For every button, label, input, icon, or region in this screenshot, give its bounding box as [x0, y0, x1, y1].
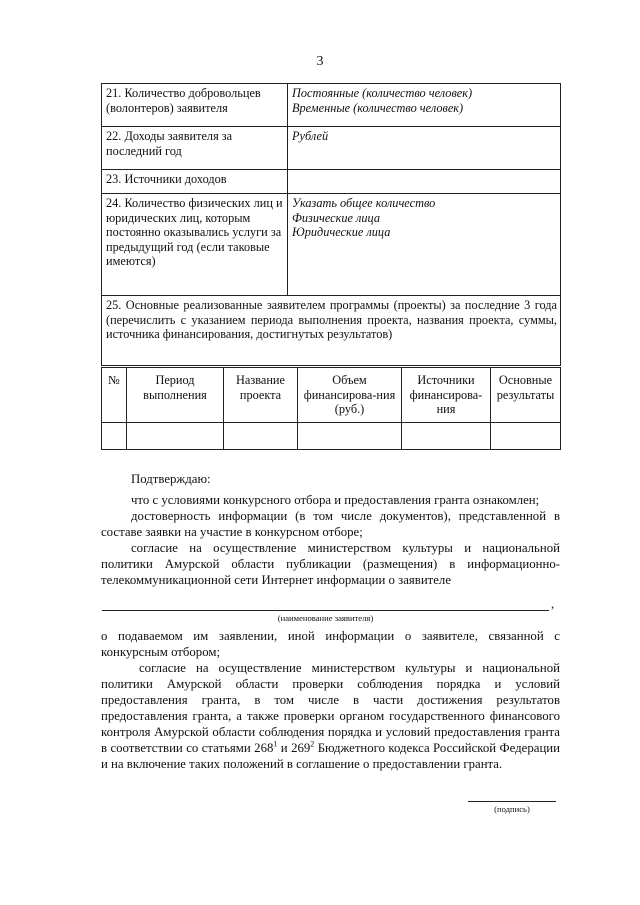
table-header-row [102, 368, 561, 423]
applicant-name-line[interactable] [102, 610, 549, 611]
table-row [102, 127, 561, 170]
confirmation-text: Бюджетного кодекса Российской Федерации и на включение таких положений в соглашение о предоставлении гранта. [101, 741, 560, 771]
row-25-text: 25. Основные реализованные заявителем программы (проекты) за последние 3 года (перечислить с указанием периода выполнения проекта, названия проекта, суммы, источника финансирования, достигнутых результатов) [102, 296, 561, 366]
table-cell[interactable] [491, 423, 561, 450]
superscript: 1 [273, 739, 278, 749]
table-cell[interactable] [402, 423, 491, 450]
header-project-name: Название проекта [224, 368, 298, 423]
value-line: Постоянные (количество человек) [292, 86, 473, 100]
value-line: Указать общее количество [292, 196, 436, 210]
row-24-value [288, 194, 561, 296]
value-line: Физические лица [292, 210, 380, 225]
row-21-label: 21. Количество добровольцев (волонтеров) заявителя [102, 84, 288, 127]
row-22-label: 22. Доходы заявителя за последний год [102, 127, 288, 170]
header-results: Основные результаты [491, 368, 561, 423]
confirmation-section [101, 471, 560, 588]
superscript: 2 [310, 739, 315, 749]
row-24-label: 24. Количество физических лиц и юридических лиц, которым постоянно оказывались услуги за предыдущий год (если таковые имеются) [102, 194, 288, 296]
table-cell[interactable] [127, 423, 224, 450]
confirmation-section-continued [101, 628, 560, 772]
punctuation-comma: , [551, 596, 555, 611]
value-line: Юридические лица [292, 225, 391, 240]
table-row [102, 84, 561, 127]
confirmation-item: согласие на осуществление министерством культуры и национальной политики Амурской области публикации (размещения) в информационно-телекоммуникационной сети Интернет информации о заявителе [101, 541, 560, 587]
value-line: Временные (количество человек) [292, 100, 464, 115]
signature-line[interactable] [468, 801, 556, 802]
row-23-label: 23. Источники доходов [102, 170, 288, 194]
signature-caption: (подпись) [494, 804, 530, 814]
header-funding-amount: Объем финансирова-ния (руб.) [298, 368, 402, 423]
table-cell[interactable] [298, 423, 402, 450]
page-number: 3 [316, 54, 324, 69]
table-row [102, 194, 561, 296]
table-row [102, 423, 561, 450]
header-period: Период выполнения [127, 368, 224, 423]
applicant-name-caption: (наименование заявителя) [277, 613, 374, 623]
confirmation-text: согласие на осуществление министерством культуры и национальной политики Амурской области проверки соблюдения порядка и условий предоставления гранта, в том числе в части достижения результатов предоставления гранта, а также проверки органом государственного финансового контроля Амурской области соблюдения порядка и условий предоставления гранта в соответствии со статьями 268 [101, 661, 560, 755]
row-21-value [288, 84, 561, 127]
confirmation-item: о подаваемом им заявлении, иной информации о заявителе, связанной с конкурсным отбором; [101, 629, 560, 659]
table-cell[interactable] [224, 423, 298, 450]
table-cell[interactable] [102, 423, 127, 450]
row-23-value [288, 170, 561, 194]
table-row [102, 170, 561, 194]
projects-table [101, 367, 561, 450]
header-funding-sources: Источники финансирова-ния [402, 368, 491, 423]
confirmation-item [101, 660, 560, 772]
confirmation-heading: Подтверждаю: [131, 472, 211, 486]
header-number: № [102, 368, 127, 423]
confirmation-item: достоверность информации (в том числе документов), представленной в составе заявки на участие в конкурсном отборе; [101, 509, 560, 539]
confirmation-item: что с условиями конкурсного отбора и предоставления гранта ознакомлен; [131, 493, 540, 507]
value-line: Рублей [292, 129, 329, 143]
table-row [102, 296, 561, 366]
row-22-value [288, 127, 561, 170]
applicant-info-table [101, 83, 561, 366]
confirmation-text: и 269 [277, 741, 311, 755]
